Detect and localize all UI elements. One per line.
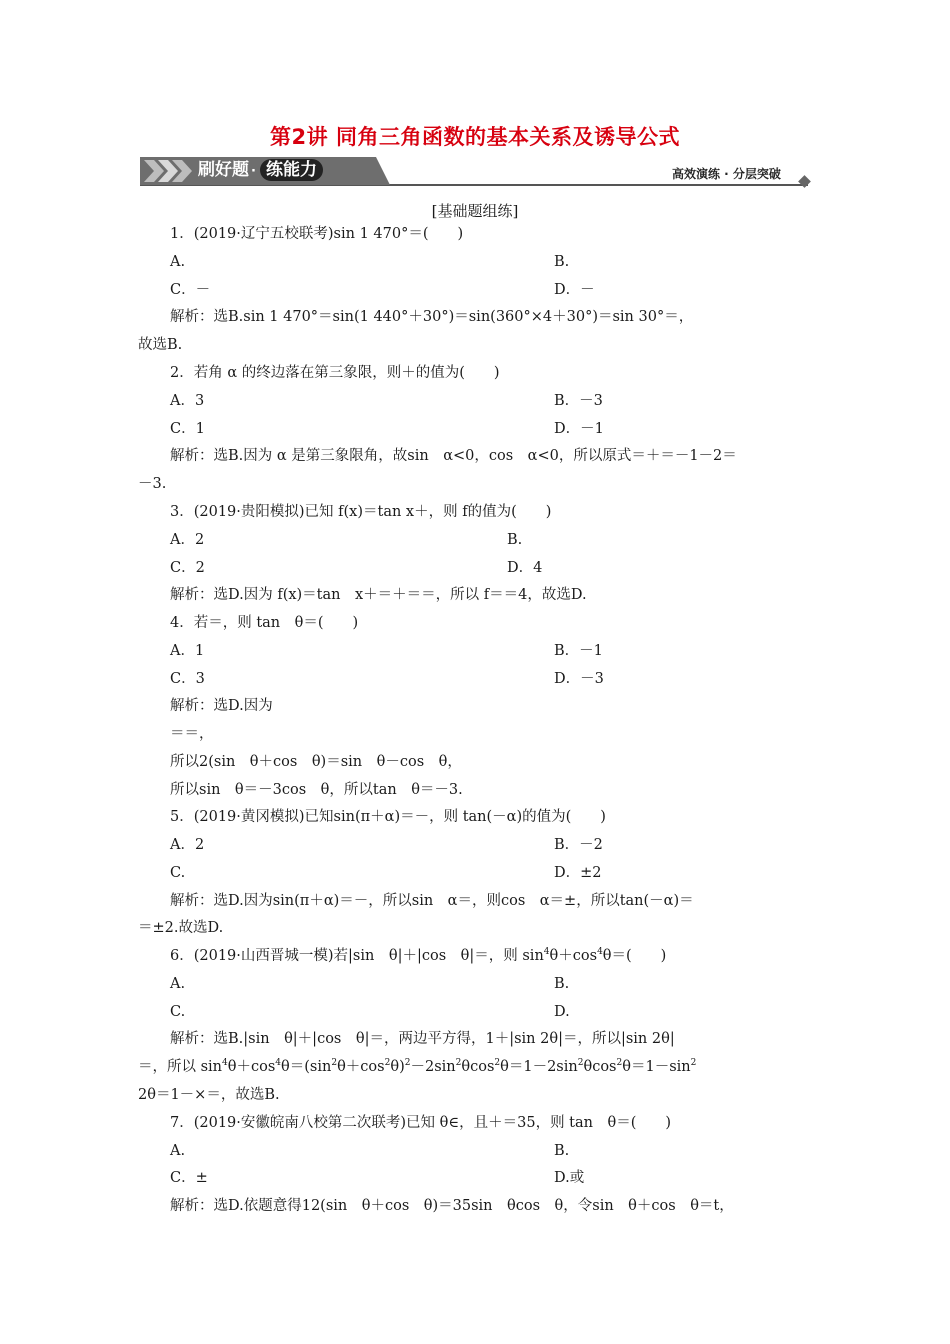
q6-option-a: A.	[170, 976, 186, 992]
q1-option-a: A.	[170, 254, 186, 270]
q7-solution-line1: 解析：选D.依题意得12(sin θ＋cos θ)＝35sin θcos θ，令sin θ＋cos θ＝t，	[170, 1198, 734, 1214]
q5-solution-line2: ＝±2.故选D.	[138, 920, 224, 936]
q4-option-d: D．－3	[554, 671, 604, 687]
banner-pill: 练能力	[260, 159, 323, 181]
q6-stem-mid: θ＋cos	[549, 948, 598, 964]
q2-solution-line1: 解析：选B.因为 α 是第三象限角，故sin α<0，cos α<0，所以原式＝＋＝－1－2＝	[170, 448, 737, 464]
q3-option-a: A．2	[170, 532, 205, 548]
q1-solution-line1: 解析：选B.sin 1 470°＝sin(1 440°＋30°)＝sin(360°×4＋30°)＝sin 30°＝，	[170, 309, 694, 325]
page-title: 第2讲 同角三角函数的基本关系及诱导公式	[270, 125, 680, 149]
q5-option-b: B．－2	[554, 837, 603, 853]
q6-stem-sup-a: 4	[543, 947, 550, 958]
q3-option-d: D．4	[507, 560, 543, 576]
q6-stem-sup-b: 4	[597, 947, 603, 958]
q4-solution-line3: 所以2(sin θ＋cos θ)＝sin θ－cos θ，	[170, 754, 462, 770]
q4-solution-line1: 解析：选D.因为	[170, 698, 273, 714]
q6-solution-line3: 2θ＝1－×＝，故选B.	[138, 1087, 280, 1103]
q4-option-b: B．－1	[554, 643, 603, 659]
banner-tab	[140, 154, 392, 185]
q6-sol2-sup7: 2	[494, 1058, 501, 1069]
q7-option-c: C．±	[170, 1170, 208, 1186]
q4-option-c: C．3	[170, 671, 205, 687]
banner-right-text: 高效演练 · 分层突破	[672, 167, 781, 181]
q4-option-a: A．1	[170, 643, 205, 659]
q2-option-a: A．3	[170, 393, 205, 409]
q4-stem: 4．若＝，则 tan θ＝( )	[170, 615, 359, 631]
q2-option-d: D．－1	[554, 421, 604, 437]
banner-label	[198, 157, 323, 183]
q3-option-b: B.	[507, 532, 523, 548]
q6-sol2-sup1: 4	[222, 1058, 228, 1069]
q4-solution-line2: ＝＝，	[170, 726, 214, 742]
q7-option-b: B.	[554, 1143, 570, 1159]
q6-sol2-f: θcos	[461, 1059, 495, 1075]
q5-option-a: A．2	[170, 837, 205, 853]
q6-sol2-sup8: 2	[577, 1058, 584, 1069]
q3-solution-line1: 解析：选D.因为 f(x)＝tan x＋＝＋＝＝，所以 f＝＝4，故选D.	[170, 587, 587, 603]
q6-solution-line1: 解析：选B.|sin θ|＋|cos θ|＝，两边平方得，1＋|sin 2θ|＝，所以|sin 2θ|	[170, 1031, 675, 1047]
q6-stem-post: θ＝( )	[602, 948, 667, 964]
q1-option-d: D．－	[554, 282, 595, 298]
q6-sol2-g: θ＝1－2sin	[500, 1059, 578, 1075]
q1-stem: 1．(2019·辽宁五校联考)sin 1 470°＝( )	[170, 226, 464, 242]
q6-sol2-b: θ＝(sin	[281, 1059, 332, 1075]
q2-solution-line2: －3.	[138, 476, 167, 492]
q6-sol2-sup6: 2	[455, 1058, 462, 1069]
q6-sol2-sup10: 2	[690, 1058, 697, 1069]
q6-sol2-h: θcos	[583, 1059, 617, 1075]
q6-sol2-sup3: 2	[331, 1058, 338, 1069]
banner-label-left: 刷好题	[198, 160, 249, 180]
q2-option-c: C．1	[170, 421, 205, 437]
q1-solution-line2: 故选B.	[138, 337, 183, 353]
section-heading: [基础题组练]	[431, 202, 519, 220]
q6-option-b: B.	[554, 976, 570, 992]
q4-solution-line4: 所以sin θ＝－3cos θ，所以tan θ＝－3.	[170, 782, 463, 798]
q2-stem: 2．若角 α 的终边落在第三象限，则＋的值为( )	[170, 365, 500, 381]
q7-stem: 7．(2019·安徽皖南八校第二次联考)已知 θ∈，且＋＝35，则 tan θ＝( )	[170, 1115, 672, 1131]
q6-solution-line2	[138, 1057, 696, 1077]
q1-option-b: B.	[554, 254, 570, 270]
banner-dot: ·	[251, 164, 256, 179]
q5-option-c: C.	[170, 865, 186, 881]
q1-option-c: C．－	[170, 282, 211, 298]
q5-option-d: D．±2	[554, 865, 602, 881]
q6-sol2-c: θ＋cos	[337, 1059, 385, 1075]
q6-sol2-i: θ＝1－sin	[622, 1059, 691, 1075]
q6-sol2-sup4: 2	[384, 1058, 391, 1069]
q6-sol2-sup2: 4	[275, 1058, 282, 1069]
q6-stem-pre: 6．(2019·山西晋城一模)若|sin θ|＋|cos θ|＝，则 sin	[170, 948, 544, 964]
q5-solution-line1: 解析：选D.因为sin(π＋α)＝－，所以sin α＝，则cos α＝±，所以tan(－α)＝	[170, 893, 694, 909]
q6-sol2-sup5: 2	[404, 1058, 411, 1069]
q6-sol2-a: θ＋cos	[227, 1059, 276, 1075]
q6-sol2-sup9: 2	[616, 1058, 623, 1069]
q3-option-c: C．2	[170, 560, 205, 576]
q2-option-b: B．－3	[554, 393, 603, 409]
q6-option-d: D.	[554, 1004, 570, 1020]
q7-option-d: D.或	[554, 1170, 585, 1186]
q6-stem	[170, 946, 666, 966]
q6-option-c: C.	[170, 1004, 186, 1020]
q3-stem: 3．(2019·贵阳模拟)已知 f(x)＝tan x＋，则 f的值为( )	[170, 504, 552, 520]
q5-stem: 5．(2019·黄冈模拟)已知sin(π＋α)＝－，则 tan(－α)的值为( )	[170, 809, 606, 825]
q6-sol2-pre: ＝，所以 sin	[138, 1059, 223, 1075]
q7-option-a: A.	[170, 1143, 186, 1159]
q6-sol2-e: －2sin	[410, 1059, 456, 1075]
q6-sol2-d: θ)	[390, 1059, 405, 1075]
